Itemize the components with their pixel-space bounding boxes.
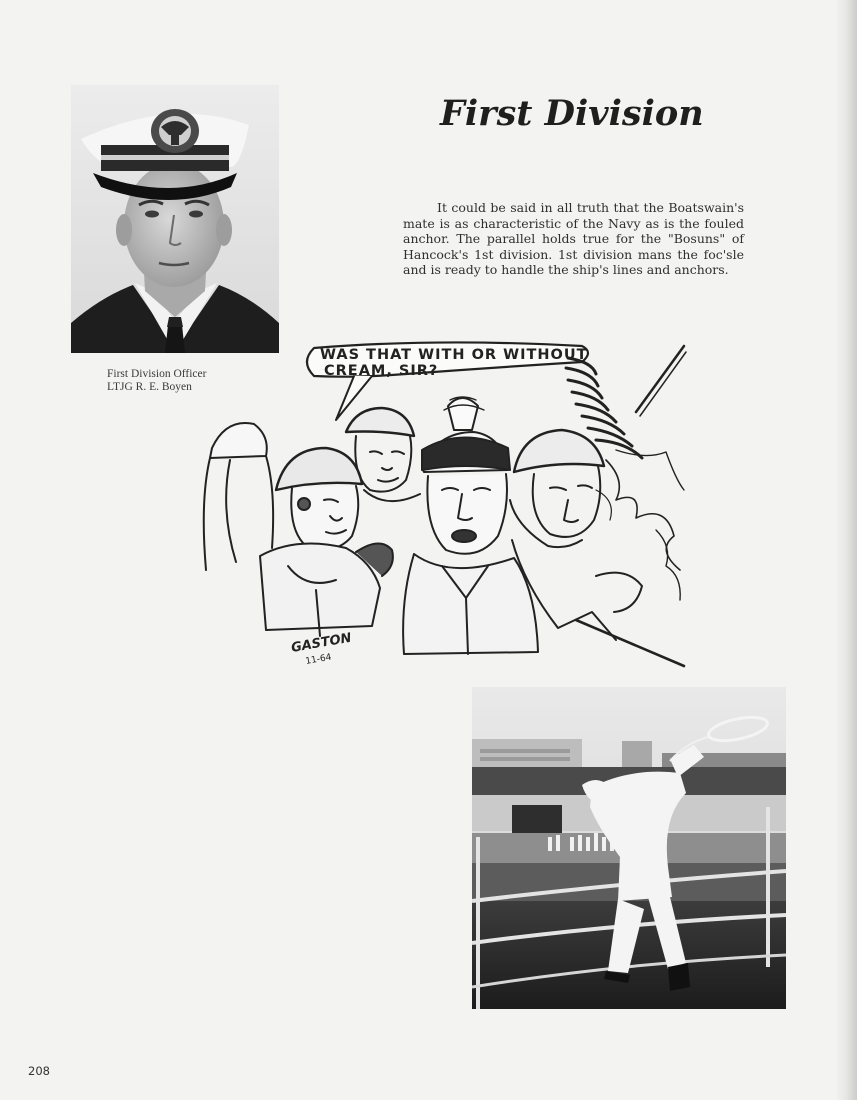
caption-title: First Division Officer: [107, 368, 207, 380]
portrait-caption: [107, 368, 206, 394]
page-edge-shadow: [835, 0, 857, 1100]
page-number: 208: [28, 1064, 50, 1078]
artist-signature: GASTON: [290, 630, 353, 656]
page-title: First Division: [440, 93, 704, 134]
speech-line-1: WAS THAT WITH OR WITHOUT: [320, 347, 588, 363]
sailor-photo-drawing: [472, 687, 786, 1009]
cartoon-illustration: [196, 340, 688, 672]
body-paragraph: It could be said in all truth that the Boatswain's mate is as characteristic of the Navy as is the fouled anchor. The parallel holds true for the "Bosuns" of Hancock's 1st division. 1st division mans the foc'sle and is ready to handle the ship's lines and anchors.: [403, 200, 744, 277]
cartoon-drawing: [196, 340, 688, 672]
officer-portrait-photo: [71, 85, 279, 353]
sailor-heaving-line-photo: [472, 687, 786, 1009]
caption-name: LTJG R. E. Boyen: [107, 381, 192, 393]
artist-signature-date: 11-64: [304, 652, 333, 667]
officer-portrait-drawing: [71, 85, 279, 353]
cap-badge-icon: [151, 109, 199, 153]
speech-line-2: CREAM, SIR?: [324, 363, 439, 379]
